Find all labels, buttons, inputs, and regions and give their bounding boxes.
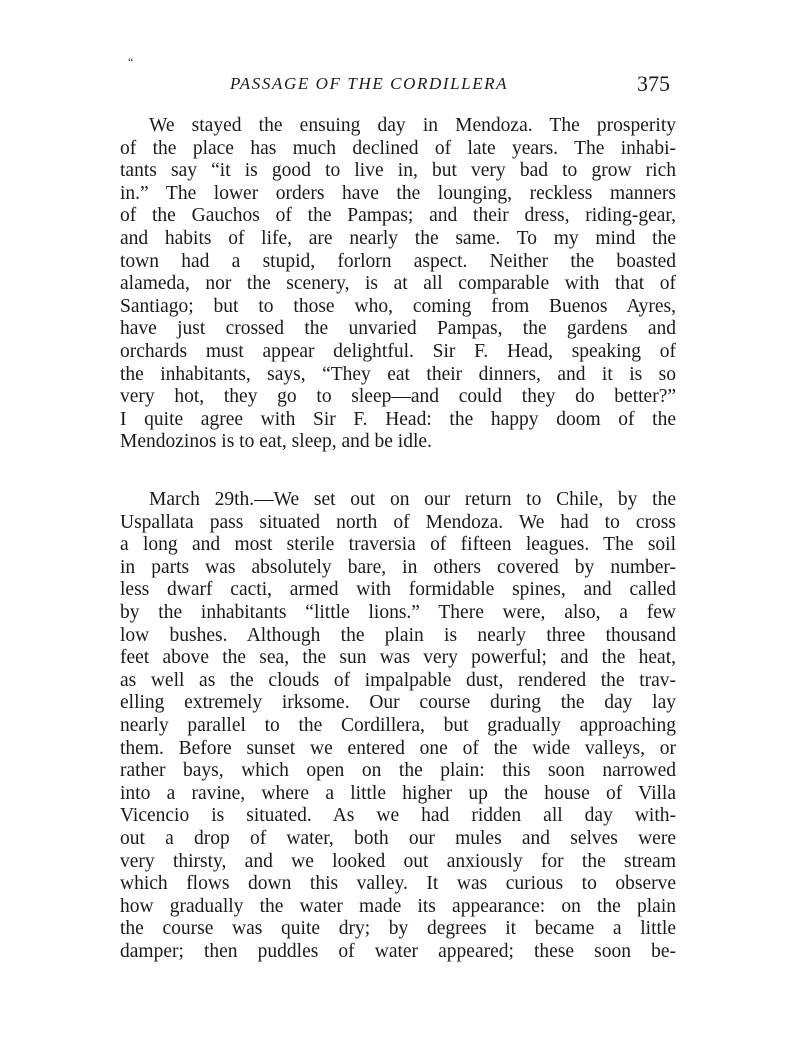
- text-line: I quite agree with Sir F. Head: the happy doom of the: [120, 408, 676, 430]
- text-line: Vicencio is situated. As we had ridden all day with-: [120, 805, 676, 827]
- text-line: in.” The lower orders have the lounging, reckless manners: [120, 182, 676, 204]
- text-line: out a drop of water, both our mules and selves were: [120, 827, 676, 849]
- text-line: into a ravine, where a little higher up the house of Villa: [120, 782, 676, 804]
- text-line: very hot, they go to sleep—and could they do better?”: [120, 386, 676, 408]
- text-line: We stayed the ensuing day in Mendoza. The prosperity: [149, 115, 676, 136]
- text-line: which flows down this valley. It was curious to observe: [120, 873, 676, 895]
- text-line: the inhabitants, says, “They eat their dinners, and it is so: [120, 363, 676, 385]
- text-line: them. Before sunset we entered one of the wide valleys, or: [120, 737, 676, 759]
- text-line: less dwarf cacti, armed with formidable spines, and called: [120, 579, 676, 601]
- text-line: as well as the clouds of impalpable dust, rendered the trav-: [120, 669, 676, 691]
- text-line: orchards must appear delightful. Sir F. Head, speaking of: [120, 340, 676, 362]
- text-line: tants say “it is good to live in, but very bad to grow rich: [120, 160, 676, 182]
- text-line: nearly parallel to the Cordillera, but gradually approaching: [120, 714, 676, 736]
- text-line: have just crossed the unvaried Pampas, the gardens and: [120, 318, 676, 340]
- text-line: of the place has much declined of late years. The inhabi-: [120, 137, 676, 159]
- text-line: Mendozinos is to eat, sleep, and be idle.: [120, 431, 432, 453]
- text-line: and habits of life, are nearly the same. To my mind the: [120, 227, 676, 249]
- running-header: [230, 71, 670, 102]
- text-line: feet above the sea, the sun was very powerful; and the heat,: [120, 647, 676, 669]
- text-line: Santiago; but to those who, coming from Buenos Ayres,: [120, 295, 676, 317]
- running-title: PASSAGE OF THE CORDILLERA: [230, 74, 509, 93]
- text-line: how gradually the water made its appearance: on the plain: [120, 895, 676, 917]
- printer-mark: “: [128, 55, 135, 69]
- text-line: alameda, nor the scenery, is at all comparable with that of: [120, 273, 676, 295]
- text-line: rather bays, which open on the plain: this soon narrowed: [120, 760, 676, 782]
- text-line: the course was quite dry; by degrees it became a little: [120, 918, 676, 940]
- text-line: Uspallata pass situated north of Mendoza. We had to cross: [120, 511, 676, 533]
- text-line: of the Gauchos of the Pampas; and their dress, riding-gear,: [120, 205, 676, 227]
- text-line: March 29th.—We set out on our return to Chile, by the: [149, 489, 676, 510]
- text-line: damper; then puddles of water appeared; these soon be-: [120, 940, 676, 962]
- text-line: in parts was absolutely bare, in others covered by number-: [120, 556, 676, 578]
- text-line: a long and most sterile traversia of fifteen leagues. The soil: [120, 534, 676, 556]
- text-line: very thirsty, and we looked out anxiously for the stream: [120, 850, 676, 872]
- paragraph-march-29th: [120, 489, 676, 963]
- text-line: by the inhabitants “little lions.” There were, also, a few: [120, 601, 676, 623]
- text-line: low bushes. Although the plain is nearly three thousand: [120, 624, 676, 646]
- page-number: 375: [637, 71, 670, 96]
- text-line: elling extremely irksome. Our course during the day lay: [120, 692, 676, 714]
- text-line: town had a stupid, forlorn aspect. Neither the boasted: [120, 250, 676, 272]
- paragraph-mendoza: [120, 115, 676, 454]
